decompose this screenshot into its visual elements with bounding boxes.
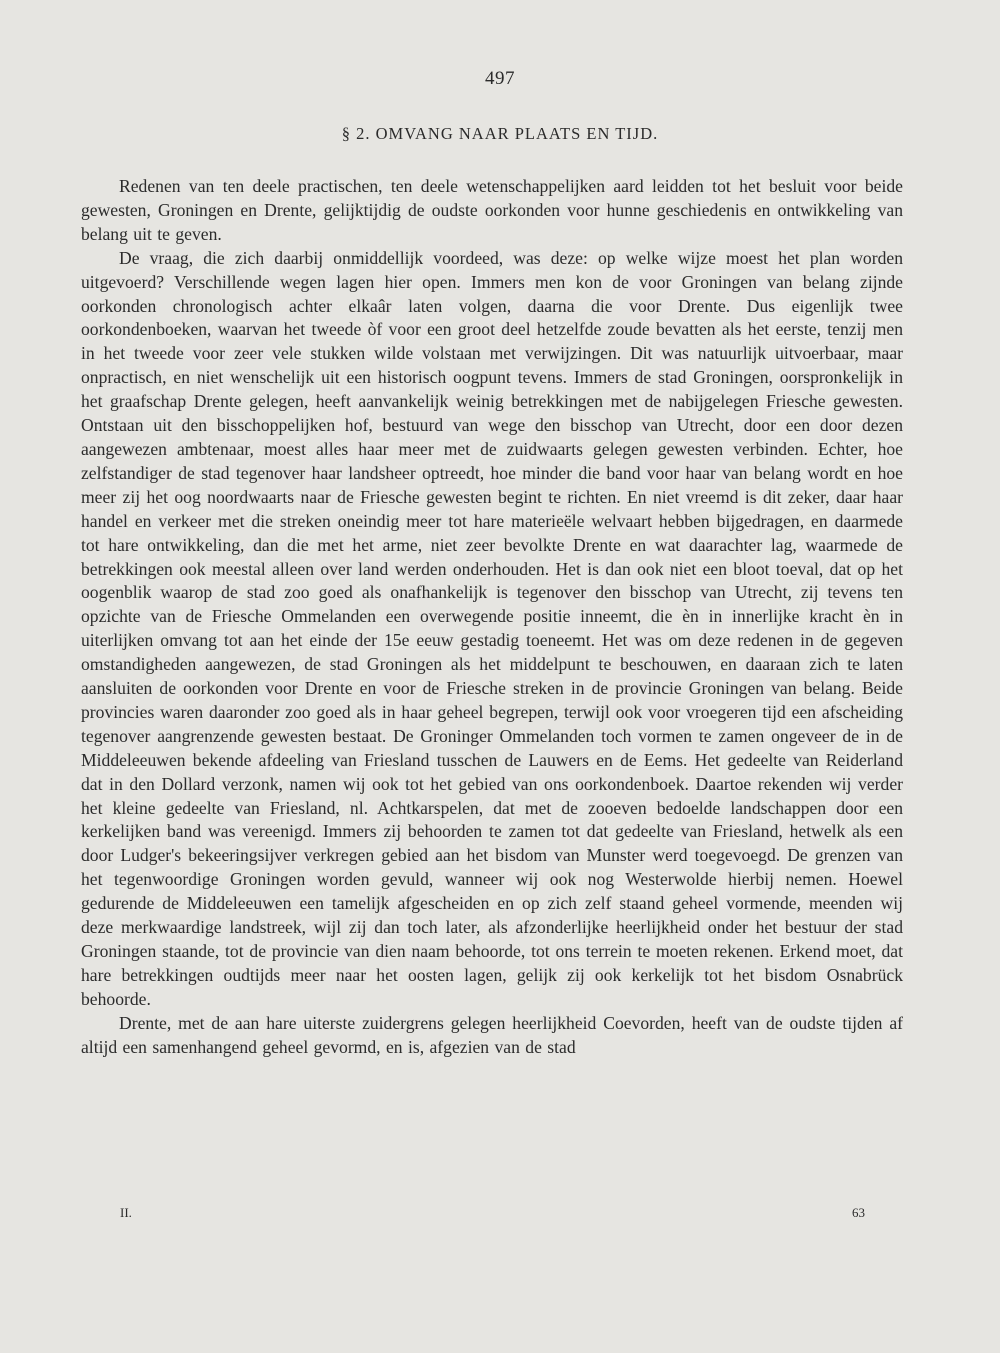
paragraph: Drente, met de aan hare uiterste zuidergrens gelegen heerlijkheid Coevorden, heeft van de oudste tijden af altijd een samenhangend geheel gevormd, en is, afgezien van de stad	[81, 1012, 903, 1057]
paragraph: Redenen van ten deele practischen, ten deele wetenschappelijken aard leidden tot het besluit voor beide gewesten, Groningen en Drente, gelijktijdig de oudste oorkonden voor hunne geschiedenis en ontwikkeling van belang uit te geven.	[81, 176, 903, 244]
folio-number: 63	[852, 1205, 865, 1220]
page-number: 497	[485, 68, 515, 89]
paragraph: De vraag, die zich daarbij onmiddellijk voordeed, was deze: op welke wijze moest het plan worden uitgevoerd? Verschillende wegen lagen hier open. Immers men kon de voor Groningen van belang zijnde oorkonden chronologisch achter elkaâr laten volgen, daarna die voor Drente. Dus eigenlijk twee oorkondenboeken, waarvan het tweede òf voor een groot deel hetzelfde zoude bevatten als het eerste, tenzij men in het tweede voor zeer vele stukken wilde volstaan met verwijzingen. Dit was natuurlijk uitvoerbaar, maar onpractisch, en niet wenschelijk uit een historisch oogpunt tevens. Immers de stad Groningen, oorspronkelijk in het graafschap Drente gelegen, heeft aanvankelijk weinig betrekkingen met de nabijgelegen Friesche gewesten. Ontstaan uit den bisschoppelijken hof, bestuurd van wege den bisschop van Utrecht, door een door dezen aangewezen ambtenaar, moest alles haar meer met de zuidwaarts gelegen gewesten verbinden. Echter, hoe zelfstandiger de stad tegenover haar landsheer optreedt, hoe minder die band voor haar van belang wordt en hoe meer zij het oog noordwaarts naar de Friesche gewesten begint te richten. En niet vreemd is dit zeker, daar haar handel en verkeer met die streken oneindig meer tot hare materieële welvaart hebben bijgedragen, en daarmede tot hare ontwikkeling, dan die met het arme, niet zeer bevolkte Drente en wat daarachter lag, waarmede de betrekkingen ook meestal alleen over land werden onderhouden. Het is dan ook niet een bloot toeval, dat op het oogenblik waarop de stad zoo goed als onafhankelijk is tegenover den bisschop van Utrecht, zij tevens ten opzichte van de Friesche Ommelanden een overwegende positie inneemt, die èn in innerlijke kracht èn in uiterlijken omvang tot aan het einde der 15e eeuw gestadig toeneemt. Het was om deze redenen in de gegeven omstandigheden aangewezen, de stad Groningen als het middelpunt te beschouwen, en daaraan zich te laten aansluiten de oorkonden voor Drente en voor de Friesche streken in de provincie Groningen van belang. Beide provincies waren daaronder zoo goed als in haar geheel begrepen, terwijl ook voor vroegeren tijd een afscheiding tegenover aangrenzende gewesten bestaat. De Groninger Ommelanden toch vormen te zamen ongeveer de in de Middeleeuwen bekende afdeeling van Friesland tusschen de Lauwers en de Eems. Het gedeelte van Reiderland dat in den Dollard verzonk, namen wij ook tot het gebied van ons oorkondenboek. Daartoe rekenden wij verder het kleine gedeelte van Friesland, nl. Achtkarspelen, dat met de zooeven bedoelde landschappen door een kerkelijken band was vereenigd. Immers zij behoorden te zamen tot dat gedeelte van Friesland, hetwelk als een door Ludger's bekeeringsijver verkregen gebied aan het bisdom van Munster werd toegevoegd. De grenzen van het tegenwoordige Groningen worden gevuld, wanneer wij ook nog Westerwolde hierbij nemen. Hoewel gedurende de Middeleeuwen een tamelijk afgescheiden en op zich zelf staand geheel vormende, meenden wij deze merkwaardige landstreek, wijl zij dan toch later, als afzonderlijke heerlijkheid onder het bestuur der stad Groningen staande, tot de provincie van dien naam behoorde, tot ons terrein te moeten rekenen. Erkend moet, dat hare betrekkingen oudtijds meer naar het oosten lagen, gelijk zij ook kerkelijk tot het bisdom Osnabrück behoorde.	[81, 247, 903, 1009]
signature-mark: II.	[120, 1205, 132, 1220]
body-text	[81, 175, 903, 1060]
section-heading: § 2. OMVANG NAAR PLAATS EN TIJD.	[341, 124, 659, 143]
